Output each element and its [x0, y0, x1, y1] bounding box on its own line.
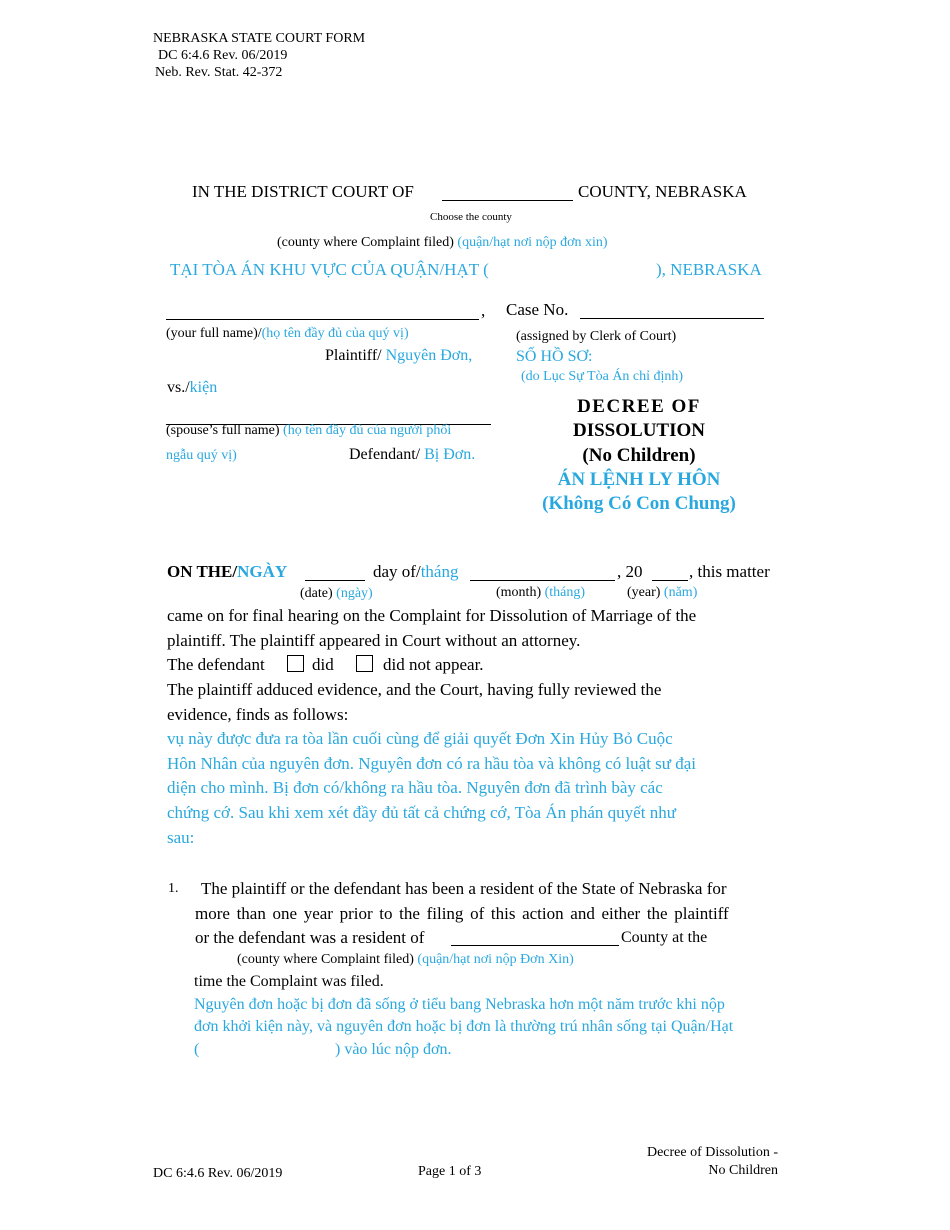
plaintiff-hint-en: (your full name)/: [166, 326, 262, 341]
item1-line2: more than one year prior to the filing of this action and either the plaintiff: [195, 904, 729, 923]
plaintiff-name-field[interactable]: [166, 319, 479, 320]
form-header-line2: DC 6:4.6 Rev. 06/2019: [158, 48, 288, 63]
month-hint: [496, 585, 585, 601]
court-suffix: COUNTY, NEBRASKA: [578, 182, 747, 201]
hearing-para-line2: plaintiff. The plaintiff appeared in Court without an attorney.: [167, 631, 581, 650]
date-hint: [300, 586, 373, 602]
county-hint-vi: (quận/hạt nơi nộp đơn xin): [457, 235, 608, 250]
hearing-para-line5: evidence, finds as follows:: [167, 705, 349, 724]
day-of-label: [373, 562, 458, 582]
hearing-para-line4: The plaintiff adduced evidence, and the Court, having fully reviewed the: [167, 680, 662, 699]
item1-line1: The plaintiff or the defendant has been a resident of the State of Nebraska for: [201, 879, 727, 898]
did-not-label: did not appear.: [383, 655, 484, 674]
county-hint: [277, 235, 608, 251]
day-of-en: day of/: [373, 562, 421, 581]
item1-vi-line2: đơn khởi kiện này, và nguyên đơn hoặc bị đơn là thường trú nhân sống tại Quận/Hạt: [194, 1018, 734, 1035]
year-hint-vi: (năm): [663, 585, 698, 600]
hearing-vi-line3: diện cho mình. Bị đơn có/không ra hầu tòa. Nguyên đơn đã trình bày các: [167, 778, 663, 797]
residence-county-field[interactable]: [451, 945, 619, 946]
year-hint-en: (year): [627, 585, 664, 600]
year-hint: [627, 585, 697, 601]
item1-vi-line3-close: ) vào lúc nộp đơn.: [335, 1041, 452, 1058]
case-number-field[interactable]: [580, 318, 764, 319]
title-line2: DISSOLUTION: [573, 420, 705, 441]
hearing-para-line1: came on for final hearing on the Complaint for Dissolution of Marriage of the: [167, 606, 697, 625]
defendant-label: [349, 446, 475, 464]
year-prefix: , 20: [617, 562, 643, 581]
case-label-vi: SỐ HỒ SƠ:: [516, 348, 593, 365]
matter-text: , this matter: [689, 562, 770, 581]
month-hint-en: (month): [496, 585, 545, 600]
case-hint-vi: (do Lục Sự Tòa Án chỉ định): [521, 369, 684, 384]
county-placeholder: Choose the county: [430, 211, 512, 223]
form-header-line3: Neb. Rev. Stat. 42-372: [155, 65, 283, 80]
plaintiff-label: [325, 347, 472, 365]
court-vi-prefix: TẠI TÒA ÁN KHU VỰC CỦA QUẬN/HẠT (: [170, 260, 489, 279]
hearing-vi-line2: Hôn Nhân của nguyên đơn. Nguyên đơn có ra hầu tòa và không có luật sư đại: [167, 754, 697, 773]
on-the-label: [167, 562, 287, 582]
footer-page: Page 1 of 3: [418, 1164, 482, 1179]
hearing-vi-line4: chứng cớ. Sau khi xem xét đầy đủ tất cả chứng cớ, Tòa Án phán quyết như: [167, 803, 676, 822]
plaintiff-comma: ,: [481, 301, 486, 320]
court-vi-suffix: ), NEBRASKA: [656, 260, 762, 279]
court-prefix: IN THE DISTRICT COURT OF: [192, 182, 414, 201]
title-line1: DECREE OF: [577, 396, 701, 417]
county-hint-en: (county where Complaint filed): [277, 235, 454, 250]
did-appear-checkbox[interactable]: [287, 655, 304, 672]
hearing-date-field[interactable]: [305, 580, 365, 581]
footer-doc-title-2: No Children: [708, 1163, 778, 1178]
hearing-vi-line5: sau:: [167, 828, 195, 847]
vs-label: [167, 379, 217, 397]
case-hint-en: (assigned by Clerk of Court): [516, 329, 677, 344]
month-hint-vi: (tháng): [544, 585, 586, 600]
footer-doc-title-1: Decree of Dissolution -: [646, 1145, 778, 1160]
item1-hint-en: (county where Complaint filed): [237, 952, 418, 967]
defendant-text: The defendant: [167, 655, 265, 674]
item1-line3-end: County at the: [621, 929, 708, 946]
plaintiff-label-vi: Nguyên Đơn,: [385, 347, 473, 364]
did-label: did: [312, 655, 334, 674]
date-hint-vi: (ngày): [336, 586, 373, 601]
defendant-hint-vi-1: (họ tên đầy đủ của người phối: [283, 423, 452, 438]
item1-vi-line1: Nguyên đơn hoặc bị đơn đã sống ở tiểu bang Nebraska hơn một năm trước khi nộp: [194, 996, 725, 1013]
county-field[interactable]: [442, 200, 573, 201]
item1-hint: [237, 952, 574, 968]
date-hint-en: (date): [300, 586, 337, 601]
case-label: Case No.: [506, 300, 569, 319]
title-line3: (No Children): [582, 445, 696, 466]
hearing-month-field[interactable]: [470, 580, 615, 581]
item1-line4: time the Complaint was filed.: [194, 973, 384, 990]
form-header-line1: NEBRASKA STATE COURT FORM: [153, 31, 366, 46]
item1-line3: or the defendant was a resident of: [195, 928, 425, 947]
title-vi-line1: ÁN LỆNH LY HÔN: [557, 469, 721, 490]
plaintiff-label-en: Plaintiff/: [325, 347, 386, 364]
on-the-vi: NGÀY: [237, 562, 288, 581]
day-of-vi: tháng: [420, 562, 459, 581]
plaintiff-hint-vi: (họ tên đầy đủ của quý vị): [261, 326, 409, 341]
defendant-hint: [166, 423, 451, 439]
on-the-en: ON THE/: [167, 562, 238, 581]
footer-form-id: DC 6:4.6 Rev. 06/2019: [153, 1166, 283, 1181]
vs-vi: kiện: [189, 379, 218, 396]
hearing-year-field[interactable]: [652, 580, 688, 581]
did-not-appear-checkbox[interactable]: [356, 655, 373, 672]
vs-en: vs./: [167, 379, 190, 396]
item1-hint-vi: (quận/hạt nơi nộp Đơn Xin): [417, 952, 574, 967]
defendant-hint-vi-2: ngẫu quý vị): [166, 448, 237, 463]
defendant-label-en: Defendant/: [349, 446, 425, 463]
plaintiff-hint: [166, 326, 409, 342]
item1-vi-line3-open: (: [194, 1041, 200, 1058]
defendant-label-vi: Bị Đơn.: [424, 446, 476, 463]
defendant-hint-en: (spouse’s full name): [166, 423, 284, 438]
item1-number: 1.: [168, 881, 179, 896]
title-vi-line2: (Không Có Con Chung): [542, 493, 736, 514]
hearing-vi-line1: vụ này được đưa ra tòa lần cuối cùng để giải quyết Đơn Xin Hủy Bỏ Cuộc: [167, 729, 673, 748]
